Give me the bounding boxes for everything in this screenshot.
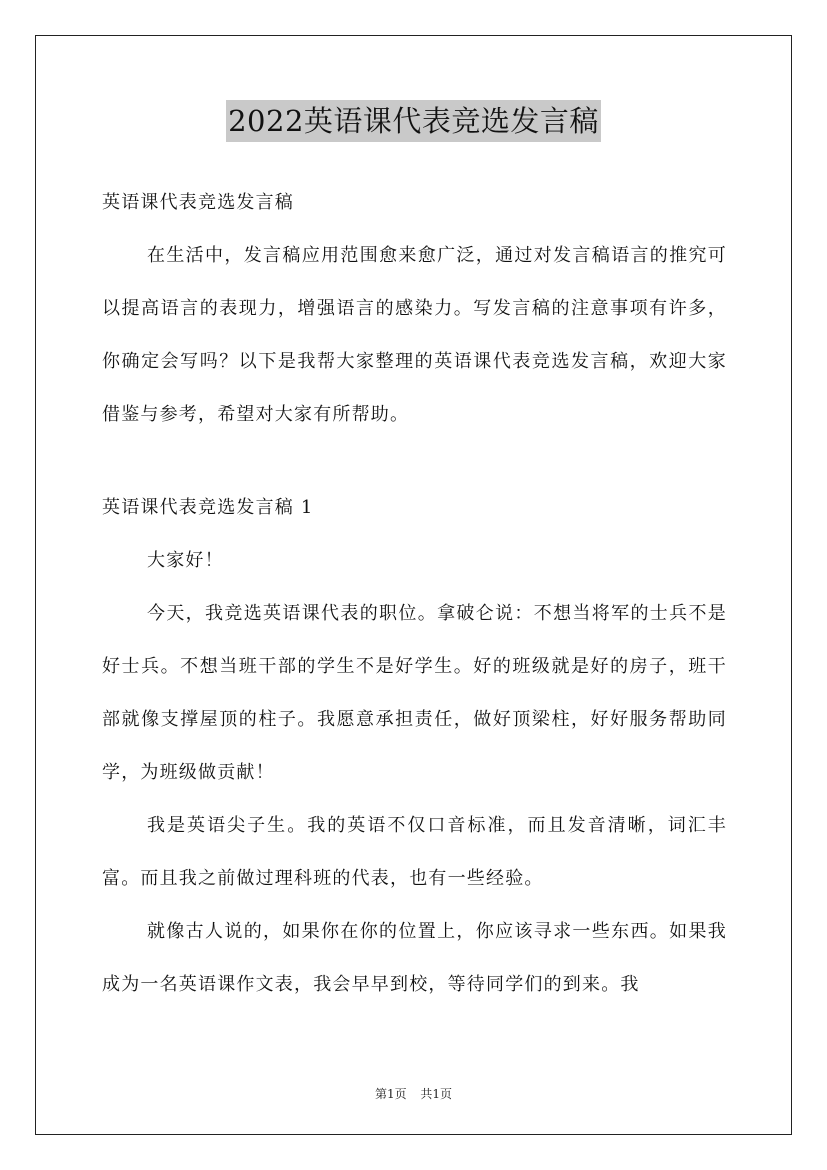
document-title: 2022英语课代表竞选发言稿 <box>226 100 601 142</box>
document-subtitle: 英语课代表竞选发言稿 <box>102 192 294 213</box>
page-footer <box>0 1085 827 1102</box>
body-paragraph: 今天，我竞选英语课代表的职位。拿破仑说：不想当将军的士兵不是好士兵。不想当班干部的学生不是好学生。好的班级就是好的房子，班干部就像支撑屋顶的柱子。我愿意承担责任，做好顶梁柱，好好服务帮助同学，为班级做贡献！ <box>102 603 727 783</box>
page-number: 第1页 <box>374 1087 407 1101</box>
document-body <box>102 176 727 1011</box>
body-paragraph: 我是英语尖子生。我的英语不仅口音标准，而且发音清晰，词汇丰富。而且我之前做过理科班的代表，也有一些经验。 <box>102 815 727 889</box>
intro-paragraph: 在生活中，发言稿应用范围愈来愈广泛，通过对发言稿语言的推究可以提高语言的表现力，增强语言的感染力。写发言稿的注意事项有许多，你确定会写吗？以下是我帮大家整理的英语课代表竞选发言稿，欢迎大家借鉴与参考，希望对大家有所帮助。 <box>102 245 727 425</box>
page-total: 共1页 <box>420 1087 453 1101</box>
body-paragraph: 就像古人说的，如果你在你的位置上，你应该寻求一些东西。如果我成为一名英语课作文表，我会早早到校，等待同学们的到来。我 <box>102 921 727 995</box>
section-heading: 英语课代表竞选发言稿 1 <box>102 497 314 518</box>
greeting-paragraph: 大家好！ <box>147 550 224 571</box>
title-container <box>0 100 827 142</box>
